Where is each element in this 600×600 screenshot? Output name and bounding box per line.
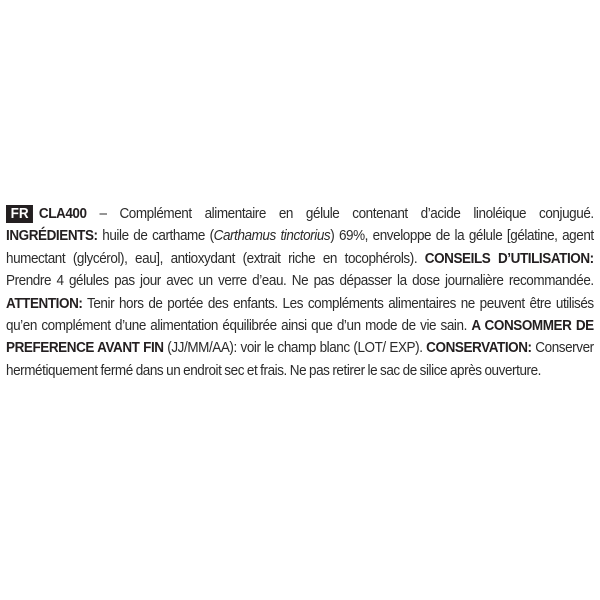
- product-code: CLA400: [38, 206, 87, 222]
- warning-text: Tenir hors de portée des enfants. Les compléments alimentaires ne peuvent être utilisés qu’en complément d’une alimentation équilibrée ainsi que d’un mode de vie sain.: [6, 295, 594, 335]
- ingredients-text: huile de carthame (: [97, 228, 214, 245]
- product-label-text: [6, 203, 594, 382]
- usage-text: Prendre 4 gélules pas jour avec un verre d’eau. Ne pas dépasser la dose journalière recommandée.: [6, 273, 594, 290]
- ingredients-text-continued: ) 69%, enveloppe de la gélule [gélatine, agent humectant (glycérol), eau], antioxydant (extrait riche en tocophérols).: [6, 228, 594, 267]
- storage-heading: CONSERVATION:: [426, 340, 532, 357]
- language-badge: FR: [6, 205, 33, 223]
- best-before-text: (JJ/MM/AA): voir le champ blanc (LOT/ EXP).: [163, 340, 427, 357]
- storage-text: Conserver hermétiquement fermé dans un endroit sec et frais. Ne pas retirer le sac de silice après ouverture.: [6, 340, 594, 379]
- usage-heading: CONSEILS D’UTILISATION:: [424, 250, 594, 267]
- warning-heading: ATTENTION:: [6, 295, 83, 312]
- product-description: – Complément alimentaire en gélule contenant d’acide linoléique conjugué.: [86, 206, 594, 222]
- best-before-heading: A CONSOMMER DE PREFERENCE AVANT FIN: [6, 318, 594, 357]
- ingredients-heading: INGRÉDIENTS:: [6, 228, 98, 245]
- ingredients-latin-name: Carthamus tinctorius: [213, 228, 331, 245]
